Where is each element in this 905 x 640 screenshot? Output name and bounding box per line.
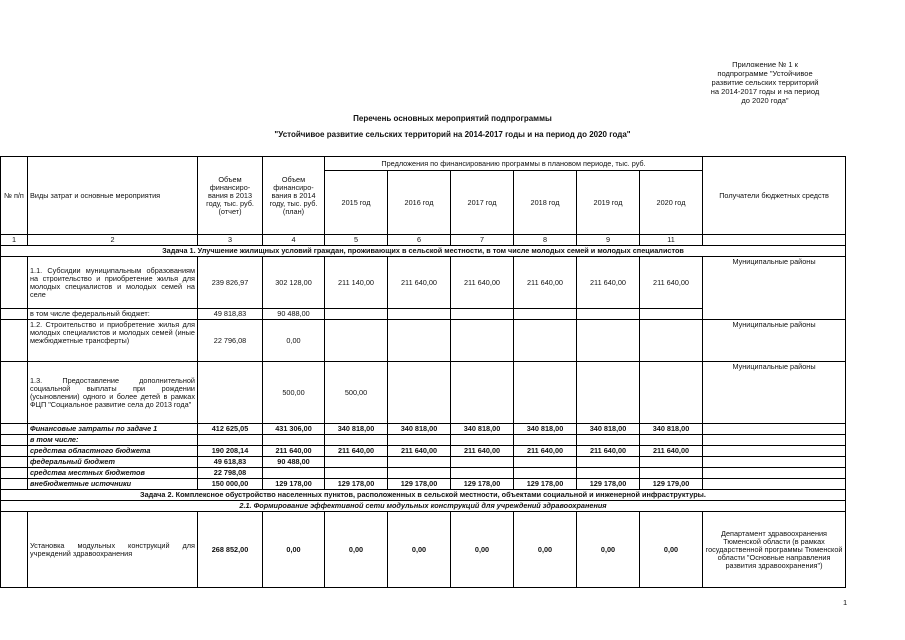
total-fed-v2014: 90 488,00 xyxy=(263,457,325,468)
appendix-line: развитие сельских территорий xyxy=(711,78,819,87)
row-num xyxy=(1,320,28,362)
column-number: 8 xyxy=(514,235,577,246)
document-subtitle: "Устойчивое развитие сельских территорий на 2014-2017 годы и на период до 2020 года" xyxy=(274,130,631,139)
row-2-recipient: Департамент здравоохранения Тюменской области (в рамках государственной программы Тюменской области "Основные направления развития здравоохранения") xyxy=(703,512,846,588)
total-obl-year: 211 640,00 xyxy=(640,446,703,457)
row-fed-v2014: 90 488,00 xyxy=(263,309,325,320)
row-1-1-2015: 211 140,00 xyxy=(325,257,388,309)
row-1-3-v2013 xyxy=(198,362,263,424)
total-extra-v2013: 150 000,00 xyxy=(198,479,263,490)
column-number: 2 xyxy=(28,235,198,246)
total-extra-name: внебюджетные источники xyxy=(28,479,198,490)
column-number: 1 xyxy=(1,235,28,246)
row-1-3-v2014: 500,00 xyxy=(263,362,325,424)
row-1-1-recipient: Муниципальные районы xyxy=(703,257,846,320)
subtask-2-1-heading: 2.1. Формирование эффективной сети модульных конструкций для учреждений здравоохранения xyxy=(1,501,846,512)
row-fed-v2013: 49 818,83 xyxy=(198,309,263,320)
total-fin-year: 340 818,00 xyxy=(451,424,514,435)
total-obl-year: 211 640,00 xyxy=(388,446,451,457)
row-1-1-2018: 211 640,00 xyxy=(514,257,577,309)
total-extra-year: 129 179,00 xyxy=(640,479,703,490)
row-2-year: 0,00 xyxy=(325,512,388,588)
row-1-2-v2014: 0,00 xyxy=(263,320,325,362)
total-obl-year: 211 640,00 xyxy=(577,446,640,457)
header-vol2014: Объем финансиро-вания в 2014 году, тыс. руб. (план) xyxy=(263,157,325,235)
row-1-1-v2013: 239 826,97 xyxy=(198,257,263,309)
header-year: 2019 год xyxy=(577,171,640,235)
column-number xyxy=(703,235,846,246)
total-extra-year: 129 178,00 xyxy=(577,479,640,490)
row-fed-name: в том числе федеральный бюджет: xyxy=(28,309,198,320)
header-recipients: Получатели бюджетных средств xyxy=(703,157,846,235)
column-number: 5 xyxy=(325,235,388,246)
total-fin-year: 340 818,00 xyxy=(325,424,388,435)
total-extra-year: 129 178,00 xyxy=(325,479,388,490)
row-2-year: 0,00 xyxy=(451,512,514,588)
row-2-year: 0,00 xyxy=(640,512,703,588)
page-number: 1 xyxy=(843,598,848,607)
header-name: Виды затрат и основные мероприятия xyxy=(28,157,198,235)
total-fed-name: федеральный бюджет xyxy=(28,457,198,468)
task-2-heading: Задача 2. Комплексное обустройство населенных пунктов, расположенных в сельской местности, объектами социальной и инженерной инфраструктуры. xyxy=(1,490,846,501)
total-obl-name: средства областного бюджета xyxy=(28,446,198,457)
row-1-2-recipient: Муниципальные районы xyxy=(703,320,846,362)
appendix-line: Приложение № 1 к xyxy=(732,60,798,69)
total-obl-year: 211 640,00 xyxy=(451,446,514,457)
header-year: 2015 год xyxy=(325,171,388,235)
row-1-2-name: 1.2. Строительство и приобретение жилья для молодых специалистов и молодых семей (иные межбюджетные трансферты) xyxy=(28,320,198,362)
row-num xyxy=(1,512,28,588)
header-proposals: Предложения по финансированию программы в плановом периоде, тыс. руб. xyxy=(325,157,703,171)
row-1-1-2019: 211 640,00 xyxy=(577,257,640,309)
total-fin-year: 340 818,00 xyxy=(514,424,577,435)
total-fin-v2013: 412 625,05 xyxy=(198,424,263,435)
row-2-year: 0,00 xyxy=(388,512,451,588)
row-1-1-2020: 211 640,00 xyxy=(640,257,703,309)
header-vol2013: Объем финансиро-вания в 2013 году, тыс. руб. (отчет) xyxy=(198,157,263,235)
row-1-3-name: 1.3. Предоставление дополнительной социальной выплаты при рождении (усыновлении) одного и более детей в рамках ФЦП "Социальное развитие села до 2013 года" xyxy=(28,362,198,424)
total-fin-year: 340 818,00 xyxy=(577,424,640,435)
row-2-name: Установка модульных конструкций для учреждений здравоохранения xyxy=(28,512,198,588)
row-2-v2013: 268 852,00 xyxy=(198,512,263,588)
total-local-name: средства местных бюджетов xyxy=(28,468,198,479)
total-fin-year: 340 818,00 xyxy=(640,424,703,435)
total-obl-year: 211 640,00 xyxy=(514,446,577,457)
total-obl-v2014: 211 640,00 xyxy=(263,446,325,457)
appendix-line: до 2020 года" xyxy=(741,96,789,105)
row-num xyxy=(1,362,28,424)
row-1-1-v2014: 302 128,00 xyxy=(263,257,325,309)
total-fin-name: Финансовые затраты по задаче 1 xyxy=(28,424,198,435)
appendix-line: на 2014-2017 годы и на период xyxy=(710,87,820,96)
row-2-year: 0,00 xyxy=(514,512,577,588)
row-1-3-2015: 500,00 xyxy=(325,362,388,424)
document-title: Перечень основных мероприятий подпрограммы xyxy=(353,114,552,123)
row-1-1-2016: 211 640,00 xyxy=(388,257,451,309)
total-extra-year: 129 178,00 xyxy=(388,479,451,490)
total-extra-year: 129 178,00 xyxy=(451,479,514,490)
row-2-year: 0,00 xyxy=(577,512,640,588)
total-fin-v2014: 431 306,00 xyxy=(263,424,325,435)
column-number: 11 xyxy=(640,235,703,246)
total-fin-year: 340 818,00 xyxy=(388,424,451,435)
row-1-2-v2013: 22 796,08 xyxy=(198,320,263,362)
total-incl-name: в том числе: xyxy=(28,435,198,446)
total-fed-v2013: 49 618,83 xyxy=(198,457,263,468)
row-num xyxy=(1,309,28,320)
row-num xyxy=(1,257,28,309)
header-year: 2018 год xyxy=(514,171,577,235)
row-1-1-2017: 211 640,00 xyxy=(451,257,514,309)
total-extra-v2014: 129 178,00 xyxy=(263,479,325,490)
column-number: 9 xyxy=(577,235,640,246)
row-1-3-recipient: Муниципальные районы xyxy=(703,362,846,424)
appendix-note xyxy=(690,60,840,105)
header-year: 2016 год xyxy=(388,171,451,235)
column-number: 4 xyxy=(263,235,325,246)
total-obl-year: 211 640,00 xyxy=(325,446,388,457)
total-local-v2013: 22 798,08 xyxy=(198,468,263,479)
column-number: 7 xyxy=(451,235,514,246)
header-year: 2020 год xyxy=(640,171,703,235)
appendix-line: подпрограмме "Устойчивое xyxy=(717,69,813,78)
header-year: 2017 год xyxy=(451,171,514,235)
row-2-v2014: 0,00 xyxy=(263,512,325,588)
total-obl-v2013: 190 208,14 xyxy=(198,446,263,457)
column-number: 6 xyxy=(388,235,451,246)
total-extra-year: 129 178,00 xyxy=(514,479,577,490)
header-num: № п/п xyxy=(1,157,28,235)
activities-table xyxy=(0,156,846,588)
task-1-heading: Задача 1. Улучшение жилищных условий граждан, проживающих в сельской местности, в том числе молодых семей и молодых специалистов xyxy=(1,246,846,257)
row-1-1-name: 1.1. Субсидии муниципальным образованиям на строительство и приобретение жилья для молодых специалистов и молодых семей на селе xyxy=(28,257,198,309)
column-number: 3 xyxy=(198,235,263,246)
